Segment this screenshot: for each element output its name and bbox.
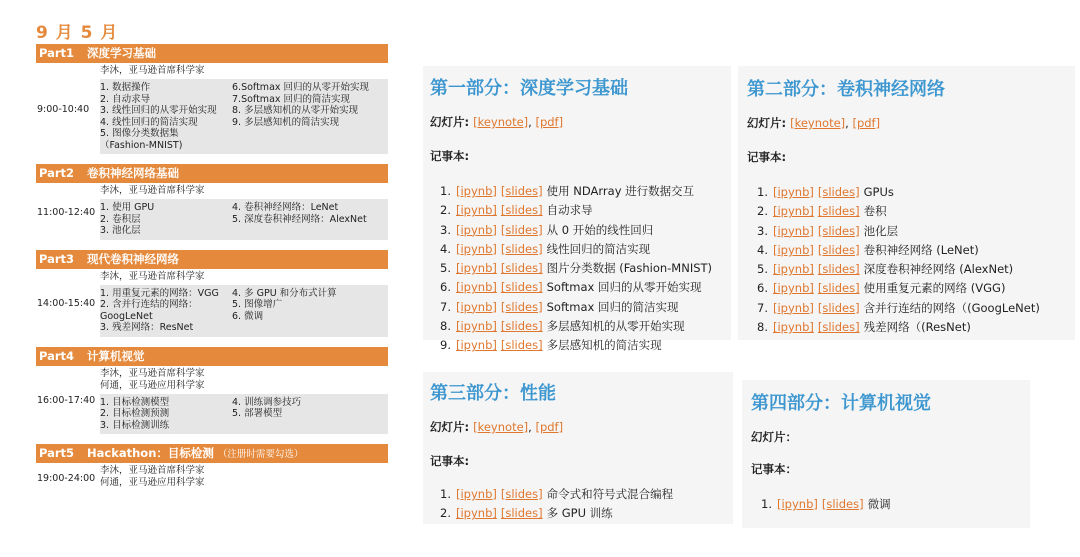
slides-line <box>430 114 724 130</box>
notebook-label: 记事本 <box>430 454 465 468</box>
topic-item: 5. 图像分类数据集 <box>100 128 179 139</box>
card-title: 第四部分：计算机视觉 <box>751 393 931 414</box>
ipynb-link[interactable]: [ipynb] <box>456 222 497 237</box>
item-number: 6. <box>757 281 768 296</box>
topic-item: 9. 多层感知机的简洁实现 <box>232 116 340 128</box>
schedule <box>36 22 388 501</box>
topic-item: 2. 自动求导 <box>100 93 151 105</box>
slides-link[interactable]: [slides] <box>500 280 543 295</box>
part-title: 卷积神经网络基础 <box>87 166 179 180</box>
notebook-item-title: 深度卷积神经网络 (AlexNet) <box>863 262 1014 277</box>
schedule-part <box>36 44 388 154</box>
part-row <box>36 65 388 154</box>
card-title: 第二部分：卷积神经网络 <box>747 79 945 100</box>
notebook-item-title: 池化层 <box>863 223 899 238</box>
slides-link[interactable]: [slides] <box>500 241 543 256</box>
ipynb-link[interactable]: [ipynb] <box>456 299 497 314</box>
card-part-4 <box>742 380 1030 528</box>
slides-link[interactable]: [slides] <box>817 185 860 199</box>
slides-separator: : <box>464 115 470 129</box>
notebook-item-title: Softmax 回归的从零开始实现 <box>546 280 702 295</box>
notebook-item-title: 线性回归的简洁实现 <box>546 241 651 256</box>
part-row <box>36 271 388 337</box>
notebook-item-title: 残差网络（(ResNet) <box>863 320 971 335</box>
topic-item: 1. 使用 GPU <box>100 202 155 213</box>
ipynb-link[interactable]: [ipynb] <box>456 338 497 353</box>
item-number: 1. <box>440 487 451 501</box>
schedule-part <box>36 347 388 435</box>
notebook-label: 记事本 <box>751 462 786 476</box>
part-row <box>36 185 388 240</box>
item-number: 7. <box>757 300 768 315</box>
topics-column-right <box>232 288 386 334</box>
topics-column-left <box>100 202 232 237</box>
part-body <box>100 271 388 337</box>
notebook-item <box>432 278 724 297</box>
speaker-name: 何通，亚马逊应用科学家 <box>100 477 205 488</box>
part-header <box>36 250 388 269</box>
notebook-item-title: Softmax 回归的简洁实现 <box>546 299 679 314</box>
topic-item: 5. 图像增广 <box>232 299 283 310</box>
part-number: Part2 <box>39 166 75 180</box>
ipynb-link[interactable]: [ipynb] <box>773 204 814 219</box>
topic-item: 5. 部署模型 <box>232 408 283 419</box>
part-body <box>100 368 388 435</box>
notebook-item <box>432 221 724 240</box>
part-body <box>100 65 388 154</box>
topics-column-right <box>232 397 386 432</box>
slides-link[interactable]: [slides] <box>817 300 860 315</box>
notebook-item-title: 图片分类数据 (Fashion-MNIST) <box>546 261 713 276</box>
notebook-item <box>749 318 1066 337</box>
slides-link[interactable]: [slides] <box>500 222 543 237</box>
notebook-item-title: 卷积 <box>863 204 887 219</box>
notebook-line <box>751 461 1021 477</box>
ipynb-link[interactable]: [ipynb] <box>456 487 497 501</box>
ipynb-link[interactable]: [ipynb] <box>773 242 814 257</box>
item-number: 1. <box>757 185 768 199</box>
notebook-item <box>432 336 724 355</box>
card-part-3 <box>423 372 733 524</box>
slides-label: 幻灯片 <box>430 115 465 129</box>
link-separator: , <box>845 116 853 130</box>
slides-link[interactable]: [slides] <box>817 204 860 219</box>
session-time: 16:00-17:40 <box>37 395 96 407</box>
speakers <box>100 185 388 199</box>
topic-item: 6. 微调 <box>232 310 264 322</box>
notebook-item-title: 微调 <box>867 497 891 511</box>
notebook-separator: : <box>464 454 470 468</box>
speakers <box>100 271 388 285</box>
slides-link[interactable]: [slides] <box>817 262 860 277</box>
topic-item: （Fashion-MNIST) <box>100 139 183 151</box>
topic-item: 1. 数据操作 <box>100 82 151 93</box>
part-header <box>36 44 388 63</box>
topics-column-left <box>100 288 232 334</box>
slides-link[interactable]: [slides] <box>817 223 860 238</box>
topic-item: 1. 目标检测模型 <box>100 396 170 408</box>
topic-item: 3. 残差网络：ResNet <box>100 322 194 333</box>
notebook-item-title: 从 0 开始的线性回归 <box>546 222 654 237</box>
notebook-line <box>430 148 724 164</box>
notebook-line <box>747 149 1066 165</box>
part-number: Part1 <box>39 46 75 60</box>
item-number: 3. <box>440 222 451 237</box>
part-title: 计算机视觉 <box>87 348 145 363</box>
slides-link[interactable]: [slides] <box>817 281 860 296</box>
topic-item: 2. 含并行连结的网络： <box>100 299 198 310</box>
item-number: 2. <box>440 506 451 521</box>
topic-item: 7.Softmax 回归的简洁实现 <box>232 93 351 105</box>
speaker-name: 李沐，亚马逊首席科学家 <box>100 185 205 196</box>
topic-item: 2. 卷积层 <box>100 213 141 225</box>
slides-separator: : <box>781 116 787 130</box>
slides-separator: ： <box>785 430 797 444</box>
item-number: 7. <box>440 299 451 314</box>
item-number: 6. <box>440 280 451 295</box>
slides-link[interactable]: [keynote] <box>473 420 529 434</box>
notebook-list <box>753 495 1021 514</box>
ipynb-link[interactable]: [ipynb] <box>773 262 814 277</box>
item-number: 2. <box>440 203 451 218</box>
notebook-item-title: GPUs <box>863 185 894 199</box>
speakers <box>100 465 388 491</box>
item-number: 3. <box>757 223 768 238</box>
topic-item: 3. 池化层 <box>100 225 141 236</box>
notebook-item <box>749 241 1066 260</box>
topics-column-left <box>100 397 232 432</box>
item-number: 1. <box>440 184 451 198</box>
ipynb-link[interactable]: [ipynb] <box>456 261 497 276</box>
slides-link[interactable]: [pdf] <box>535 115 564 129</box>
slides-link[interactable]: [slides] <box>500 184 543 198</box>
topic-item: 8. 多层感知机的从零开始实现 <box>232 105 359 116</box>
item-number: 8. <box>440 319 451 334</box>
topic-item: 4. 训练调参技巧 <box>232 396 302 408</box>
topics-column-right <box>232 82 386 151</box>
card-title: 第一部分：深度学习基础 <box>430 78 628 99</box>
item-number: 1. <box>761 497 772 511</box>
notebook-item <box>749 299 1066 318</box>
part-title: 现代卷积神经网络 <box>87 251 179 266</box>
notebook-list <box>432 182 724 356</box>
item-number: 5. <box>440 261 451 276</box>
session-time: 19:00-24:00 <box>37 472 96 484</box>
item-number: 9. <box>440 338 451 353</box>
link-separator: , <box>528 420 536 434</box>
card-part-1 <box>423 66 731 353</box>
item-number: 2. <box>757 204 768 219</box>
item-number: 8. <box>757 320 768 335</box>
notebook-item <box>749 183 1066 202</box>
slides-link[interactable]: [slides] <box>817 320 860 335</box>
notebook-item <box>432 259 724 278</box>
session-time: 9:00-10:40 <box>37 104 90 115</box>
card-title: 第三部分：性能 <box>430 383 556 404</box>
notebook-separator: : <box>464 149 470 163</box>
part-title: 深度学习基础 <box>87 46 156 60</box>
slides-link[interactable]: [slides] <box>821 497 864 511</box>
topic-item: 2. 目标检测预测 <box>100 408 170 419</box>
notebook-separator: : <box>781 150 787 164</box>
part-body <box>100 185 388 240</box>
slides-link[interactable]: [slides] <box>500 299 543 314</box>
part-row <box>36 465 388 491</box>
slides-label: 幻灯片 <box>747 116 782 130</box>
topic-item: 5. 深度卷积神经网络：AlexNet <box>232 213 367 225</box>
slides-link[interactable]: [slides] <box>500 338 543 353</box>
slides-link[interactable]: [pdf] <box>535 420 564 434</box>
slides-link[interactable]: [slides] <box>500 319 543 334</box>
date-title: 9 月 5 月 <box>36 23 119 43</box>
ipynb-link[interactable]: [ipynb] <box>456 241 497 256</box>
notebook-item-title: 使用重复元素的网络 (VGG) <box>863 281 1006 296</box>
topics-box <box>100 199 388 240</box>
ipynb-link[interactable]: [ipynb] <box>456 203 497 218</box>
slides-separator: : <box>464 420 470 434</box>
schedule-part <box>36 444 388 491</box>
ipynb-link[interactable]: [ipynb] <box>773 223 814 238</box>
notebook-item <box>432 182 724 201</box>
session-time: 11:00-12:40 <box>37 206 96 218</box>
item-number: 5. <box>757 262 768 277</box>
item-number: 4. <box>757 242 768 257</box>
speaker-name: 李沐，亚马逊首席科学家 <box>100 367 205 379</box>
part-note: （注册时需要勾选） <box>217 449 304 460</box>
slides-line <box>747 115 1066 131</box>
notebook-item-title: 多 GPU 训练 <box>546 506 613 521</box>
speaker-name: 李沐，亚马逊首席科学家 <box>100 65 205 76</box>
slides-label: 幻灯片 <box>751 430 786 444</box>
notebook-item-title: 多层感知机的从零开始实现 <box>546 319 685 334</box>
notebook-item <box>432 240 724 259</box>
slides-link[interactable]: [slides] <box>500 203 543 218</box>
speakers <box>100 368 388 394</box>
speaker-name: 何通，亚马逊应用科学家 <box>100 379 205 391</box>
slides-link[interactable]: [slides] <box>817 242 860 257</box>
topics-column-right <box>232 202 386 237</box>
notebook-item <box>753 495 1021 514</box>
slides-link[interactable]: [keynote] <box>473 115 529 129</box>
part-title: Hackathon：目标检测 <box>87 446 214 460</box>
slides-link[interactable]: [slides] <box>500 487 543 501</box>
notebook-list <box>432 485 726 524</box>
topic-item: 3. 线性回归的从零开始实现 <box>100 105 217 116</box>
speaker-name: 李沐，亚马逊首席科学家 <box>100 465 205 476</box>
topic-item: 1. 用重复元素的网络：VGG <box>100 287 219 299</box>
notebook-separator: ： <box>785 462 797 476</box>
card-part-2 <box>738 66 1075 340</box>
notebook-item-title: 多层感知机的简洁实现 <box>546 338 662 353</box>
notebook-item-title: 使用 NDArray 进行数据交互 <box>546 184 695 198</box>
ipynb-link[interactable]: [ipynb] <box>456 319 497 334</box>
part-number: Part4 <box>39 348 75 363</box>
notebook-line <box>430 453 726 469</box>
notebook-item-title: 命令式和符号式混合编程 <box>546 487 674 501</box>
topics-box <box>100 285 388 337</box>
speaker-name: 李沐，亚马逊首席科学家 <box>100 270 205 282</box>
part-header <box>36 347 388 366</box>
ipynb-link[interactable]: [ipynb] <box>773 281 814 296</box>
notebook-item <box>432 485 726 504</box>
notebook-item-title: 自动求导 <box>546 203 593 218</box>
topics-box <box>100 79 388 154</box>
item-number: 4. <box>440 241 451 256</box>
notebook-item <box>432 317 724 336</box>
notebook-item <box>432 298 724 317</box>
notebook-list <box>749 183 1066 337</box>
notebook-item <box>749 279 1066 298</box>
part-header <box>36 164 388 183</box>
ipynb-link[interactable]: [ipynb] <box>777 497 818 511</box>
notebook-item-title: 卷积神经网络 (LeNet) <box>863 242 979 257</box>
slides-link[interactable]: [pdf] <box>852 116 881 130</box>
schedule-part <box>36 164 388 240</box>
ipynb-link[interactable]: [ipynb] <box>773 185 814 199</box>
topic-item: 6.Softmax 回归的从零开始实现 <box>232 82 370 93</box>
topic-item: 3. 目标检测训练 <box>100 419 170 431</box>
parts-list <box>36 44 388 491</box>
slides-line <box>751 429 1021 445</box>
part-body <box>100 465 388 491</box>
ipynb-link[interactable]: [ipynb] <box>773 320 814 335</box>
ipynb-link[interactable]: [ipynb] <box>773 300 814 315</box>
part-number: Part5 <box>39 446 75 460</box>
notebook-item <box>432 201 724 220</box>
slides-link[interactable]: [keynote] <box>790 116 846 130</box>
ipynb-link[interactable]: [ipynb] <box>456 506 497 521</box>
ipynb-link[interactable]: [ipynb] <box>456 280 497 295</box>
topic-item: 4. 卷积神经网络：LeNet <box>232 202 339 213</box>
topic-item: GoogLeNet <box>100 310 153 322</box>
topic-item: 4. 线性回归的简洁实现 <box>100 116 198 128</box>
link-separator: , <box>528 115 536 129</box>
slides-line <box>430 419 726 435</box>
notebook-item <box>749 260 1066 279</box>
part-header <box>36 444 388 463</box>
notebook-item <box>432 504 726 523</box>
notebook-item <box>749 222 1066 241</box>
part-row <box>36 368 388 435</box>
slides-label: 幻灯片 <box>430 420 465 434</box>
topics-box <box>100 394 388 435</box>
slides-link[interactable]: [slides] <box>500 261 543 276</box>
session-time: 14:00-15:40 <box>37 298 96 309</box>
speakers <box>100 65 388 79</box>
slides-link[interactable]: [slides] <box>500 506 543 521</box>
ipynb-link[interactable]: [ipynb] <box>456 184 497 198</box>
notebook-label: 记事本 <box>747 150 782 164</box>
notebook-item <box>749 202 1066 221</box>
part-number: Part3 <box>39 251 75 266</box>
topics-column-left <box>100 82 232 151</box>
notebook-item-title: 含并行连结的网络（(GoogLeNet) <box>863 300 1040 315</box>
schedule-part <box>36 250 388 337</box>
topic-item: 4. 多 GPU 和分布式计算 <box>232 287 337 299</box>
notebook-label: 记事本 <box>430 149 465 163</box>
